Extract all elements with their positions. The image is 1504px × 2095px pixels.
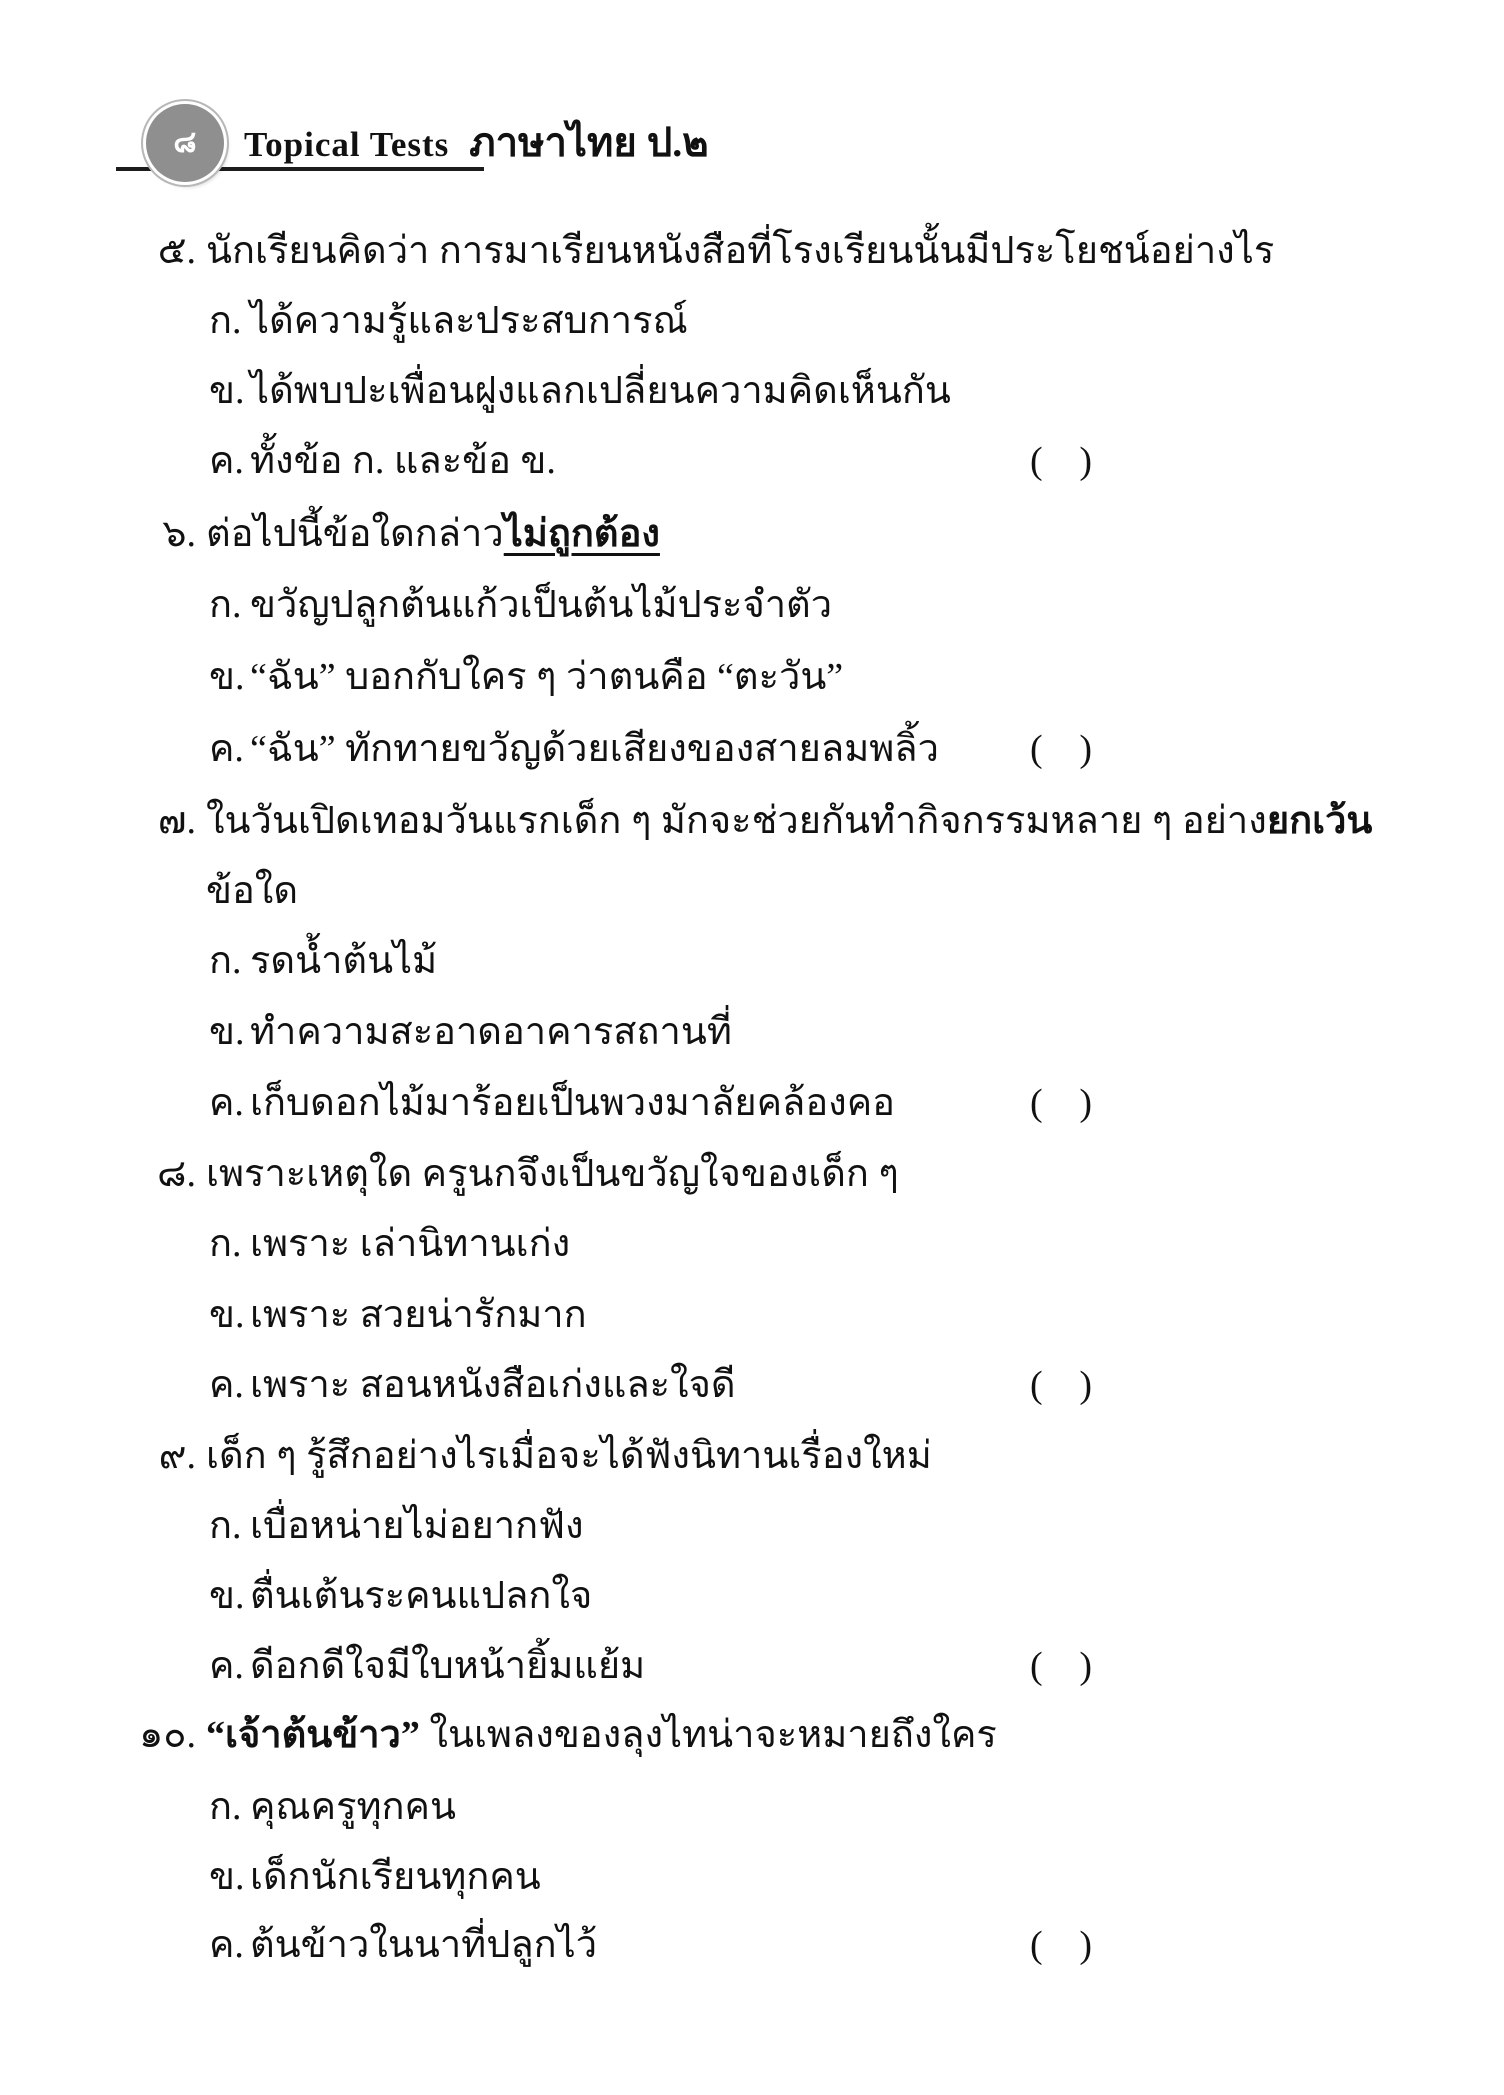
question-row <box>0 222 1504 280</box>
choice-label: ก. <box>209 584 242 626</box>
question-text-pre: เพราะเหตุใด ครูนกจึงเป็นขวัญใจของเด็ก ๆ <box>206 1153 899 1195</box>
choice-label: ข. <box>209 1856 245 1898</box>
question-row <box>0 505 1504 563</box>
paren-open-icon: ( <box>1030 1082 1043 1124</box>
choice-text: เบื่อหน่ายไม่อยากฟัง <box>250 1505 584 1547</box>
choice-label: ค. <box>209 440 244 482</box>
choice-text: เก็บดอกไม้มาร้อยเป็นพวงมาลัยคล้องคอ <box>250 1082 895 1124</box>
choice-text: “ฉัน” บอกกับใคร ๆ ว่าตนคือ “ตะวัน” <box>250 656 844 698</box>
choice-label: ข. <box>209 656 245 698</box>
choice-label: ข. <box>209 1575 245 1617</box>
question-text-line2: ข้อใด <box>206 870 299 912</box>
choice-text: เด็กนักเรียนทุกคน <box>250 1856 541 1898</box>
choice-text: “ฉัน” ทักทายขวัญด้วยเสียงของสายลมพลิ้ว <box>250 728 939 770</box>
answer-parens <box>1030 1916 1092 1974</box>
question-text-pre: นักเรียนคิดว่า การมาเรียนหนังสือที่โรงเรียนนั้นมีประโยชน์อย่างไร <box>206 230 1275 272</box>
page-number: ๘ <box>173 126 197 159</box>
choice-text: ดีอกดีใจมีใบหน้ายิ้มแย้ม <box>250 1645 646 1687</box>
choice-text: คุณครูทุกคน <box>250 1786 456 1828</box>
question-row <box>0 792 1504 850</box>
question-number: ๘. <box>157 1153 196 1195</box>
choice-label: ข. <box>209 1294 245 1336</box>
paren-close-icon: ) <box>1079 1082 1092 1124</box>
question-text-post: ในเพลงของลุงไทน่าจะหมายถึงใคร <box>419 1714 997 1756</box>
choice-row <box>0 1215 1504 1273</box>
choice-text: ได้ความรู้และประสบการณ์ <box>250 300 688 342</box>
choice-label: ค. <box>209 1082 244 1124</box>
question-text <box>206 1427 932 1485</box>
choice-row <box>0 1356 1504 1414</box>
choice-row <box>0 1848 1504 1906</box>
choice-text: ทั้งข้อ ก. และข้อ ข. <box>250 440 556 482</box>
choice-label: ค. <box>209 1645 244 1687</box>
choice-label: ค. <box>209 1364 244 1406</box>
choice-row <box>0 432 1504 490</box>
paren-open-icon: ( <box>1030 1924 1043 1966</box>
choice-text: ทำความสะอาดอาคารสถานที่ <box>250 1011 732 1053</box>
choice-row <box>0 720 1504 778</box>
question-text <box>206 1706 997 1764</box>
question-text-pre: เด็ก ๆ รู้สึกอย่างไรเมื่อจะได้ฟังนิทานเรื่องใหม่ <box>206 1435 932 1477</box>
choice-row <box>0 932 1504 990</box>
choice-row <box>0 1567 1504 1625</box>
choice-row <box>0 1916 1504 1974</box>
question-number: ๗. <box>157 800 196 842</box>
choice-text: เพราะ สอนหนังสือเก่งและใจดี <box>250 1364 736 1406</box>
header-title-en: Topical Tests <box>244 125 450 164</box>
choice-label: ก. <box>209 1786 242 1828</box>
question-text-pre: ต่อไปนี้ข้อใดกล่าว <box>206 513 504 555</box>
choice-label: ค. <box>209 1924 244 1966</box>
paren-close-icon: ) <box>1079 1924 1092 1966</box>
choice-text: รดน้ำต้นไม้ <box>250 940 438 982</box>
choice-label: ก. <box>209 1505 242 1547</box>
choice-label: ก. <box>209 1223 242 1265</box>
choice-text: ตื่นเต้นระคนแปลกใจ <box>250 1575 593 1617</box>
choice-label: ค. <box>209 728 244 770</box>
question-row-continued <box>0 862 1504 920</box>
choice-row <box>0 1637 1504 1695</box>
question-text-pre: ในวันเปิดเทอมวันแรกเด็ก ๆ มักจะช่วยกันทำกิจกรรมหลาย ๆ อย่าง <box>206 800 1267 842</box>
question-row <box>0 1145 1504 1203</box>
choice-text: ขวัญปลูกต้นแก้วเป็นต้นไม้ประจำตัว <box>250 584 833 626</box>
choice-row <box>0 1286 1504 1344</box>
choice-row <box>0 1778 1504 1836</box>
answer-parens <box>1030 1637 1092 1695</box>
question-row <box>0 1706 1504 1764</box>
paren-open-icon: ( <box>1030 728 1043 770</box>
paren-open-icon: ( <box>1030 1364 1043 1406</box>
question-text <box>206 1145 899 1203</box>
choice-row <box>0 362 1504 420</box>
choice-row <box>0 1003 1504 1061</box>
choice-text: ต้นข้าวในนาที่ปลูกไว้ <box>250 1924 598 1966</box>
choice-text: ได้พบปะเพื่อนฝูงแลกเปลี่ยนความคิดเห็นกัน <box>250 370 951 412</box>
question-text <box>206 505 660 563</box>
choice-row <box>0 648 1504 706</box>
question-number: ๑๐. <box>139 1714 196 1756</box>
paren-close-icon: ) <box>1079 440 1092 482</box>
choice-text: เพราะ เล่านิทานเก่ง <box>250 1223 571 1265</box>
question-row <box>0 1427 1504 1485</box>
question-number: ๙. <box>158 1435 196 1477</box>
paren-open-icon: ( <box>1030 440 1043 482</box>
choice-label: ข. <box>209 370 245 412</box>
paren-close-icon: ) <box>1079 1645 1092 1687</box>
choice-text: เพราะ สวยน่ารักมาก <box>250 1294 587 1336</box>
choice-label: ก. <box>209 300 242 342</box>
answer-parens <box>1030 1356 1092 1414</box>
answer-parens <box>1030 1074 1092 1132</box>
question-text-emphasis: ยกเว้น <box>1266 800 1373 842</box>
question-text-emphasis: “เจ้าต้นข้าว” <box>206 1714 420 1756</box>
header-title-th: ภาษาไทย ป.๒ <box>469 120 709 165</box>
choice-row <box>0 1074 1504 1132</box>
choice-row <box>0 1497 1504 1555</box>
question-text <box>206 792 1372 850</box>
answer-parens <box>1030 432 1092 490</box>
page-number-badge <box>146 104 224 182</box>
question-text-emphasis: ไม่ถูกต้อง <box>503 513 660 555</box>
choice-label: ข. <box>209 1011 245 1053</box>
page-header <box>244 110 709 174</box>
question-number: ๕. <box>157 230 196 272</box>
paren-close-icon: ) <box>1079 728 1092 770</box>
choice-label: ก. <box>209 940 242 982</box>
choice-row <box>0 292 1504 350</box>
paren-open-icon: ( <box>1030 1645 1043 1687</box>
choice-row <box>0 576 1504 634</box>
paren-close-icon: ) <box>1079 1364 1092 1406</box>
question-text <box>206 222 1274 280</box>
answer-parens <box>1030 720 1092 778</box>
question-number: ๖. <box>162 513 196 555</box>
